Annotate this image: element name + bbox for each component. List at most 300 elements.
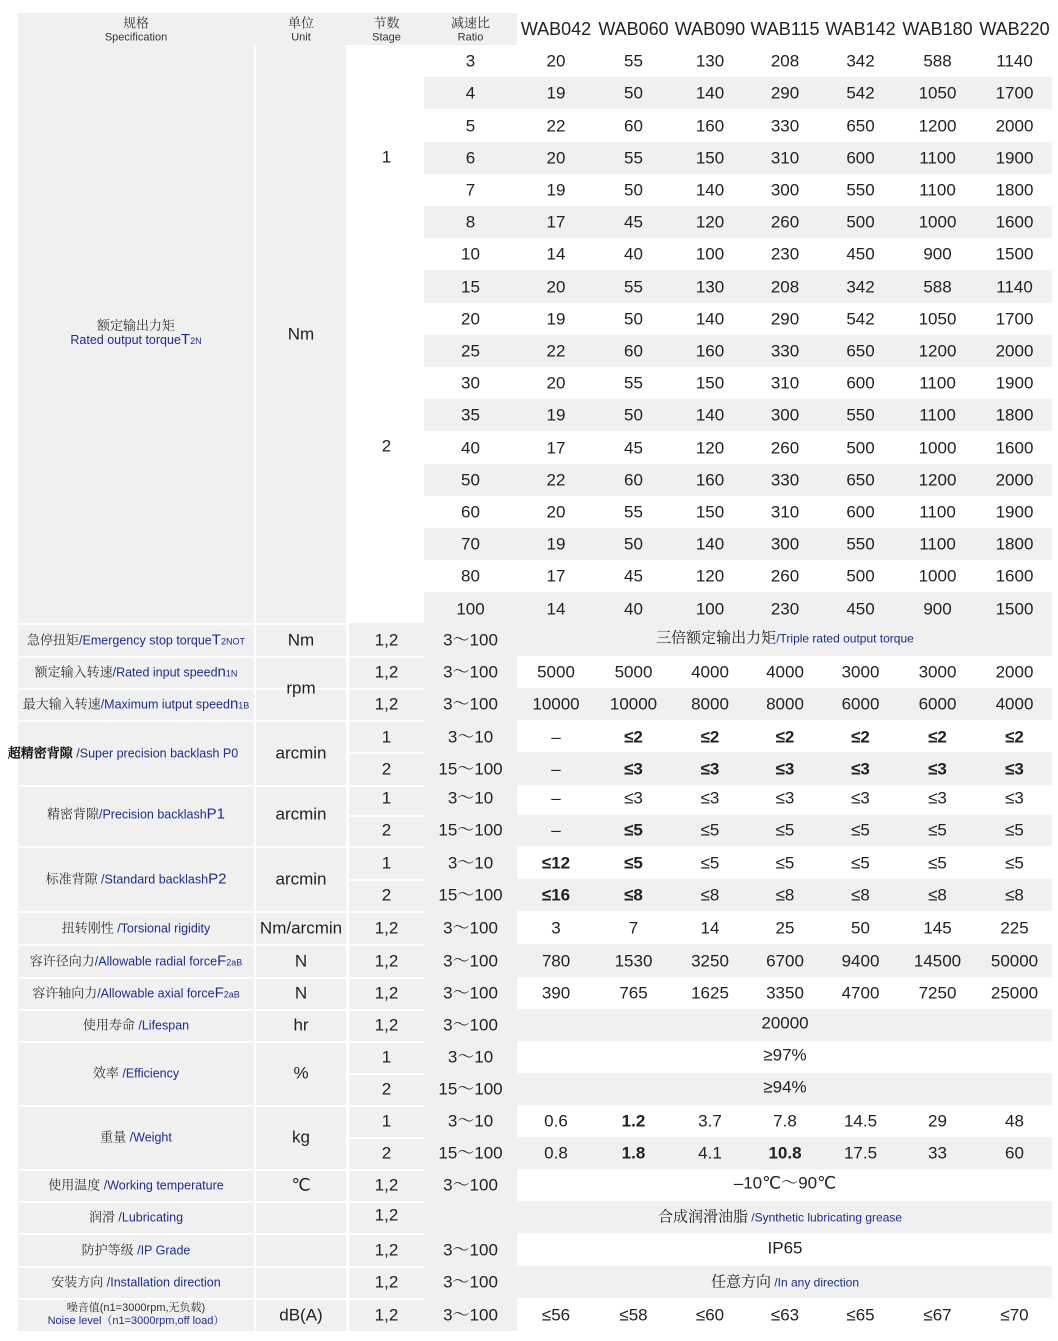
torque-value: 60 xyxy=(624,470,643,490)
axial-value: 3350 xyxy=(766,983,804,1003)
torque-value: 19 xyxy=(546,534,566,554)
rigidity-stage: 1,2 xyxy=(374,918,399,937)
torque-ratio: 60 xyxy=(461,502,480,522)
p0-value: – xyxy=(551,727,561,747)
row-separator xyxy=(349,1073,424,1075)
torque-value: 330 xyxy=(770,116,800,135)
torque-value: 1600 xyxy=(995,438,1034,457)
weight-ratio: 3～10 xyxy=(447,1111,494,1131)
p1-value: ≤3 xyxy=(775,788,795,808)
header-specification: 规格 Specification xyxy=(104,15,168,44)
row-separator xyxy=(18,1266,346,1268)
torque-value: 550 xyxy=(846,534,875,554)
row-separator xyxy=(18,977,346,979)
p1-value: ≤5 xyxy=(1005,820,1024,840)
torque-value: 120 xyxy=(695,212,725,232)
row-shade xyxy=(424,815,1052,846)
weight-value: 0.8 xyxy=(544,1143,568,1163)
p2-value: ≤5 xyxy=(700,853,720,873)
torque-value: 40 xyxy=(624,244,643,264)
torque-value: 310 xyxy=(770,502,800,522)
torque-value: 140 xyxy=(695,83,725,103)
header-model: WAB180 xyxy=(902,19,973,39)
torque-value: 550 xyxy=(846,405,875,425)
torque-ratio: 30 xyxy=(461,373,480,393)
header-model: WAB060 xyxy=(598,19,669,39)
torque-value: 1000 xyxy=(918,566,957,586)
weight-ratio: 15～100 xyxy=(438,1143,503,1163)
noise-value: ≤70 xyxy=(1000,1305,1029,1324)
emergency-unit: Nm xyxy=(287,630,315,649)
temperature-value: –10℃～90℃ xyxy=(733,1173,837,1193)
torque-value: 140 xyxy=(695,309,725,329)
radial-value: 9400 xyxy=(841,951,880,970)
weight-value: 1.2 xyxy=(621,1111,646,1131)
torque-ratio: 4 xyxy=(465,83,476,103)
torque-value: 300 xyxy=(770,180,800,200)
efficiency-value: ≥97% xyxy=(763,1045,807,1065)
p1-backlash-label: 精密背隙/Precision backlashP1 xyxy=(46,805,226,823)
rigidity-value: 7 xyxy=(628,918,639,937)
temperature-ratio: 3～100 xyxy=(443,1175,498,1195)
torque-value: 50 xyxy=(624,309,643,329)
row-separator xyxy=(18,846,346,848)
torque-value: 160 xyxy=(695,470,725,490)
torque-value: 130 xyxy=(695,51,725,71)
torque-value: 1200 xyxy=(918,341,957,361)
lubricating-label: 润滑 /Lubricating xyxy=(88,1209,184,1225)
torque-value: 14 xyxy=(546,599,566,618)
torque-value: 260 xyxy=(770,566,800,586)
torque-ratio: 40 xyxy=(461,438,480,457)
torque-value: 120 xyxy=(695,566,725,586)
row-separator xyxy=(349,1041,424,1043)
torque-value: 330 xyxy=(770,341,800,361)
noise-ratio: 3～100 xyxy=(443,1305,498,1324)
torque-value: 1100 xyxy=(919,502,956,522)
torque-value: 1140 xyxy=(996,277,1033,296)
p1-value: ≤5 xyxy=(700,820,720,840)
noise-level-label: 噪音值(n1=3000rpm,无负载) Noise level（n1=3000rpm,off load） xyxy=(47,1301,225,1327)
torque-value: 600 xyxy=(846,373,875,393)
torque-value: 22 xyxy=(546,116,566,135)
max-speed-ratio: 3～100 xyxy=(443,694,498,714)
rigidity-value: 14 xyxy=(700,918,720,937)
p0-value: ≤2 xyxy=(851,727,870,747)
row-separator xyxy=(18,1201,346,1203)
input-speed-value: 2000 xyxy=(995,662,1034,682)
installation-value: 任意方向 /In any direction xyxy=(710,1273,860,1291)
p0-stage: 2 xyxy=(381,759,392,779)
torque-ratio: 7 xyxy=(465,180,476,200)
row-separator xyxy=(18,1105,346,1107)
torque-value: 17 xyxy=(546,566,566,586)
radial-value: 6700 xyxy=(766,951,804,970)
row-shade xyxy=(424,752,1052,785)
temperature-unit: ℃ xyxy=(291,1175,311,1195)
weight-value: 1.8 xyxy=(621,1143,646,1163)
row-separator xyxy=(18,785,346,787)
torque-value: 50 xyxy=(624,180,643,200)
noise-value: ≤65 xyxy=(846,1305,875,1324)
row-separator xyxy=(349,688,424,690)
torque-value: 600 xyxy=(846,502,875,522)
p1-stage: 1 xyxy=(381,788,392,808)
p0-value: ≤3 xyxy=(775,759,795,779)
torque-value: 1900 xyxy=(995,148,1034,168)
max-speed-value: 8000 xyxy=(691,694,729,714)
row-shade xyxy=(424,1073,1052,1105)
torque-value: 500 xyxy=(846,212,875,232)
torque-value: 1700 xyxy=(995,83,1034,103)
header-bg xyxy=(18,13,517,45)
ip-value: IP65 xyxy=(767,1238,803,1257)
torque-value: 160 xyxy=(695,116,725,135)
max-speed-value: 6000 xyxy=(841,694,880,714)
row-separator xyxy=(349,1266,424,1268)
p0-stage: 1 xyxy=(381,727,392,747)
noise-value: ≤58 xyxy=(619,1305,648,1324)
p1-value: – xyxy=(551,788,561,808)
row-separator xyxy=(18,1169,346,1171)
row-separator xyxy=(18,911,346,913)
torque-value: 45 xyxy=(624,566,643,586)
input-speed-value: 5000 xyxy=(537,662,575,682)
torque-value: 260 xyxy=(770,438,800,457)
emergency-ratio: 3～100 xyxy=(443,630,498,649)
row-separator xyxy=(18,1009,346,1011)
torque-value: 500 xyxy=(846,566,875,586)
p1-value: – xyxy=(551,820,561,840)
torque-stage-2: 2 xyxy=(381,436,392,456)
max-speed-value: 6000 xyxy=(918,694,957,714)
torque-ratio: 25 xyxy=(461,341,480,361)
weight-value: 33 xyxy=(928,1143,947,1163)
torque-value: 100 xyxy=(695,599,725,618)
torque-value: 900 xyxy=(923,244,952,264)
p2-value: ≤8 xyxy=(700,885,720,905)
torque-stage-1: 1 xyxy=(381,147,392,167)
torque-row-shade xyxy=(424,399,1052,431)
weight-stage: 1 xyxy=(381,1111,392,1131)
lifespan-value: 20000 xyxy=(761,1013,809,1033)
row-separator xyxy=(349,815,424,817)
torque-value: 20 xyxy=(546,277,566,296)
p2-value: ≤8 xyxy=(1005,885,1024,905)
torque-value: 20 xyxy=(546,51,566,71)
torque-value: 55 xyxy=(624,51,643,71)
torque-value: 2000 xyxy=(995,116,1034,135)
torque-value: 55 xyxy=(624,373,643,393)
torque-row-shade xyxy=(424,335,1052,367)
p2-value: ≤8 xyxy=(851,885,870,905)
row-separator xyxy=(18,656,346,658)
axial-value: 1625 xyxy=(691,983,729,1003)
axial-ratio: 3～100 xyxy=(443,983,498,1003)
axial-value: 25000 xyxy=(990,983,1039,1003)
torque-ratio: 6 xyxy=(465,148,476,168)
axial-value: 7250 xyxy=(918,983,957,1003)
radial-stage: 1,2 xyxy=(374,951,399,970)
torque-value: 500 xyxy=(846,438,875,457)
row-shade xyxy=(424,1137,1052,1169)
max-speed-value: 10000 xyxy=(532,694,580,714)
ip-ratio: 3～100 xyxy=(443,1240,498,1259)
torque-ratio: 100 xyxy=(456,599,485,618)
torque-value: 50 xyxy=(624,534,643,554)
row-separator xyxy=(349,1233,424,1235)
weight-value: 29 xyxy=(928,1111,947,1131)
torque-value: 1100 xyxy=(919,534,956,554)
lifespan-unit: hr xyxy=(293,1015,309,1035)
p2-value: ≤16 xyxy=(541,885,571,905)
torque-value: 1800 xyxy=(995,534,1034,554)
input-speed-value: 4000 xyxy=(691,662,729,682)
efficiency-ratio: 3～10 xyxy=(447,1047,494,1067)
torque-value: 450 xyxy=(846,599,875,618)
header-model: WAB042 xyxy=(520,19,592,39)
p2-value: ≤5 xyxy=(851,853,870,873)
torque-value: 60 xyxy=(624,341,643,361)
p1-value: ≤5 xyxy=(624,820,643,840)
row-separator xyxy=(18,944,346,946)
p2-value: ≤5 xyxy=(775,853,795,873)
torque-value: 290 xyxy=(770,309,800,329)
weight-label: 重量 /Weight xyxy=(100,1129,172,1145)
p0-value: ≤3 xyxy=(624,759,643,779)
noise-value: ≤63 xyxy=(770,1305,800,1324)
torque-ratio: 70 xyxy=(461,534,480,554)
row-separator xyxy=(349,1201,424,1203)
torque-value: 1200 xyxy=(918,116,957,135)
max-speed-value: 4000 xyxy=(995,694,1034,714)
rigidity-value: 3 xyxy=(551,918,561,937)
torque-value: 45 xyxy=(624,438,643,457)
p1-value: ≤3 xyxy=(1005,788,1024,808)
torque-value: 40 xyxy=(624,599,643,618)
rigidity-value: 145 xyxy=(923,918,952,937)
p2-unit: arcmin xyxy=(275,869,327,889)
rigidity-unit: Nm/arcmin xyxy=(259,918,343,937)
torque-value: 55 xyxy=(624,148,643,168)
torque-value: 290 xyxy=(770,83,800,103)
torque-ratio: 15 xyxy=(461,277,480,296)
torque-value: 260 xyxy=(770,212,800,232)
torque-value: 2000 xyxy=(995,470,1034,490)
weight-value: 60 xyxy=(1005,1143,1024,1163)
efficiency-unit: % xyxy=(293,1063,309,1083)
torque-value: 1800 xyxy=(995,405,1034,425)
torque-ratio: 10 xyxy=(461,244,480,264)
p1-value: ≤5 xyxy=(851,820,870,840)
torque-value: 1600 xyxy=(995,212,1034,232)
p0-value: ≤3 xyxy=(1005,759,1024,779)
torque-value: 1000 xyxy=(918,438,957,457)
efficiency-label: 效率 /Efficiency xyxy=(92,1065,180,1081)
row-separator xyxy=(349,846,424,848)
weight-value: 14.5 xyxy=(843,1111,878,1131)
torque-value: 588 xyxy=(923,277,952,296)
p1-value: ≤3 xyxy=(851,788,870,808)
torque-ratio: 80 xyxy=(461,566,480,586)
axial-value: 765 xyxy=(619,983,648,1003)
p0-value: ≤2 xyxy=(624,727,643,747)
row-separator xyxy=(349,977,424,979)
torque-value: 20 xyxy=(546,373,566,393)
p1-unit: arcmin xyxy=(275,804,327,824)
torque-value: 60 xyxy=(624,116,643,135)
speed-unit: rpm xyxy=(286,678,316,698)
p1-ratio: 3～10 xyxy=(447,788,494,808)
row-separator xyxy=(349,879,424,881)
axial-unit: N xyxy=(294,983,308,1003)
p2-value: ≤5 xyxy=(1005,853,1024,873)
row-separator xyxy=(349,911,424,913)
torque-value: 1900 xyxy=(995,373,1034,393)
weight-value: 4.1 xyxy=(698,1143,722,1163)
efficiency-stage: 2 xyxy=(381,1079,392,1099)
torque-value: 542 xyxy=(846,309,875,329)
p1-ratio: 15～100 xyxy=(438,820,503,840)
p2-value: ≤5 xyxy=(928,853,947,873)
torque-value: 900 xyxy=(923,599,952,618)
header-model: WAB090 xyxy=(674,19,746,39)
max-speed-value: 8000 xyxy=(766,694,804,714)
torque-value: 19 xyxy=(546,83,566,103)
max-speed-value: 10000 xyxy=(609,694,658,714)
installation-stage: 1,2 xyxy=(374,1272,399,1292)
torque-ratio: 5 xyxy=(465,116,476,135)
torque-value: 1100 xyxy=(919,373,956,393)
p0-value: ≤2 xyxy=(1005,727,1024,747)
p0-value: ≤3 xyxy=(928,759,947,779)
weight-value: 3.7 xyxy=(698,1111,722,1131)
weight-stage: 2 xyxy=(381,1143,392,1163)
p1-value: ≤5 xyxy=(928,820,947,840)
torque-value: 342 xyxy=(846,51,875,71)
noise-value: ≤67 xyxy=(923,1305,952,1324)
lifespan-label: 使用寿命 /Lifespan xyxy=(82,1017,190,1033)
p0-value: ≤2 xyxy=(775,727,795,747)
input-speed-value: 4000 xyxy=(766,662,804,682)
p0-backlash-label: 超精密背隙 /Super precision backlash P0 xyxy=(7,745,239,761)
torque-value: 600 xyxy=(846,148,875,168)
torque-value: 1500 xyxy=(995,599,1034,618)
torque-row-shade xyxy=(424,206,1052,238)
row-separator xyxy=(18,1298,346,1300)
input-speed-stage: 1,2 xyxy=(374,662,399,682)
axial-value: 390 xyxy=(541,983,571,1003)
row-separator xyxy=(18,720,346,722)
torque-value: 310 xyxy=(770,148,800,168)
p2-value: ≤8 xyxy=(775,885,795,905)
torque-value: 230 xyxy=(770,244,800,264)
weight-value: 17.5 xyxy=(843,1143,878,1163)
torque-value: 300 xyxy=(770,534,800,554)
radial-ratio: 3～100 xyxy=(443,951,498,970)
torque-value: 230 xyxy=(770,599,800,618)
p0-ratio: 3～10 xyxy=(447,727,494,747)
torque-value: 55 xyxy=(624,277,643,296)
working-temperature-label: 使用温度 /Working temperature xyxy=(48,1177,224,1193)
torque-value: 300 xyxy=(770,405,800,425)
torque-row-shade xyxy=(424,592,1052,624)
noise-unit: dB(A) xyxy=(279,1305,323,1324)
row-separator xyxy=(349,1137,424,1139)
torque-value: 100 xyxy=(695,244,725,264)
row-separator xyxy=(18,1041,346,1043)
torque-value: 150 xyxy=(695,373,725,393)
weight-value: 48 xyxy=(1005,1111,1024,1131)
torque-value: 150 xyxy=(695,502,725,522)
torque-value: 208 xyxy=(770,51,800,71)
rigidity-value: 25 xyxy=(775,918,795,937)
torque-value: 150 xyxy=(695,148,725,168)
torque-value: 22 xyxy=(546,341,566,361)
torque-value: 1100 xyxy=(919,148,956,168)
p2-stage: 1 xyxy=(381,853,392,873)
radial-unit: N xyxy=(294,951,308,970)
torque-value: 50 xyxy=(624,83,643,103)
header-model: WAB115 xyxy=(750,19,820,39)
emergency-stage: 1,2 xyxy=(374,630,399,649)
p1-value: ≤3 xyxy=(928,788,947,808)
torque-row-shade xyxy=(424,528,1052,560)
row-separator xyxy=(349,785,424,787)
p2-backlash-label: 标准背隙 /Standard backlashP2 xyxy=(45,870,227,888)
row-separator xyxy=(18,623,346,625)
temperature-stage: 1,2 xyxy=(374,1175,399,1195)
torque-value: 1050 xyxy=(918,309,957,329)
rigidity-value: 225 xyxy=(1000,918,1029,937)
efficiency-ratio: 15～100 xyxy=(438,1079,503,1099)
torque-value: 1500 xyxy=(995,244,1034,264)
torque-value: 542 xyxy=(846,83,875,103)
torque-value: 130 xyxy=(695,277,725,296)
p1-value: ≤5 xyxy=(775,820,795,840)
torque-ratio: 20 xyxy=(461,309,480,329)
lifespan-ratio: 3～100 xyxy=(443,1015,498,1035)
torque-value: 1000 xyxy=(918,212,957,232)
lifespan-stage: 1,2 xyxy=(374,1015,399,1035)
torque-value: 1700 xyxy=(995,309,1034,329)
installation-ratio: 3～100 xyxy=(443,1272,498,1292)
weight-value: 10.8 xyxy=(768,1143,802,1163)
axial-value: 4700 xyxy=(841,983,880,1003)
torque-value: 20 xyxy=(546,148,566,168)
rigidity-value: 50 xyxy=(851,918,870,937)
row-separator xyxy=(349,1105,424,1107)
torque-value: 1140 xyxy=(996,51,1033,71)
torque-value: 588 xyxy=(923,51,952,71)
row-separator xyxy=(18,1233,346,1235)
torque-value: 1050 xyxy=(918,83,957,103)
input-speed-value: 5000 xyxy=(614,662,653,682)
p2-value: ≤8 xyxy=(928,885,947,905)
axial-stage: 1,2 xyxy=(374,983,399,1003)
rigidity-ratio: 3～100 xyxy=(443,918,498,937)
efficiency-stage: 1 xyxy=(381,1047,392,1067)
torque-ratio: 8 xyxy=(465,212,476,232)
radial-value: 780 xyxy=(541,951,571,970)
row-separator xyxy=(349,752,424,754)
ip-stage: 1,2 xyxy=(374,1240,399,1259)
torque-value: 120 xyxy=(695,438,725,457)
torque-value: 1100 xyxy=(919,405,956,425)
torque-value: 310 xyxy=(770,373,800,393)
torque-value: 650 xyxy=(846,116,875,135)
torque-value: 208 xyxy=(770,277,800,296)
